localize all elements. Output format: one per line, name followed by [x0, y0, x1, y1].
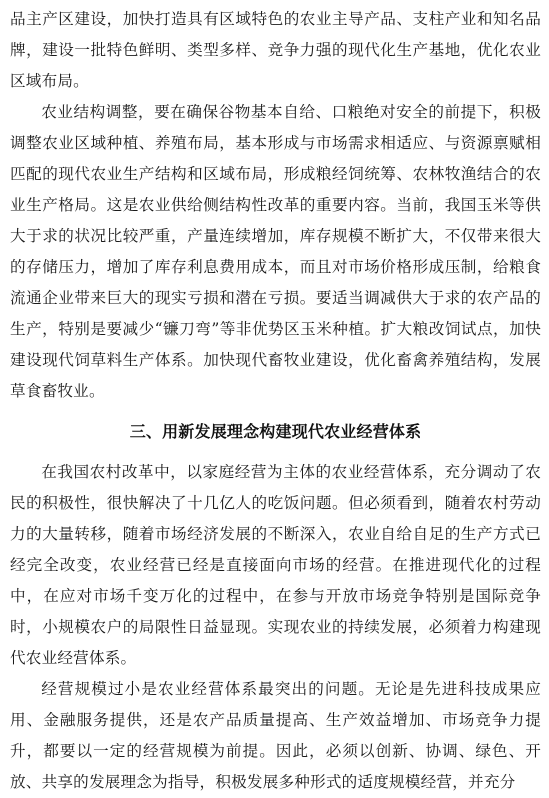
paragraph-continued: 品主产区建设，加快打造具有区域特色的农业主导产品、支柱产业和知名品牌，建设一批特色鲜明、类型多样、竞争力强的现代化生产基地，优化农业区域布局。 [10, 10, 541, 90]
paragraph-household-operation: 在我国农村改革中，以家庭经营为主体的农业经营体系，充分调动了农民的积极性，很快解决了十几亿人的吃饭问题。但必须看到，随着农村劳动力的大量转移，随着市场经济发展的不断深入，农业自给自足的生产方式已经完全改变，农业经营已经是直接面向市场的经营。在推进现代化的过程中，在应对市场千变万化的过程中，在参与开放市场竞争特别是国际竞争时，小规模农户的局限性日益显现。实现农业的持续发展，必须着力构建现代农业经营体系。 [10, 463, 541, 667]
paragraph-structure-adjustment: 农业结构调整，要在确保谷物基本自给、口粮绝对安全的前提下，积极调整农业区域种植、养殖布局，基本形成与市场需求相适应、与资源禀赋相匹配的现代农业生产结构和区域布局，形成粮经饲统筹、农林牧渔结合的农业生产格局。这是农业供给侧结构性改革的重要内容。当前，我国玉米等供大于求的状况比较严重，产量连续增加，库存规模不断扩大，不仅带来很大的存储压力，增加了库存利息费用成本，而且对市场价格形成压制，给粮食流通企业带来巨大的现实亏损和潜在亏损。要适当调减供大于求的农产品的生产，特别是要减少“镰刀弯”等非优势区玉米种植。扩大粮改饲试点，加快建设现代饲草料生产体系。加快现代畜牧业建设，优化畜禽养殖结构，发展草食畜牧业。 [10, 103, 541, 400]
paragraph-operation-scale: 经营规模过小是农业经营体系最突出的问题。无论是先进科技成果应用、金融服务提供，还是农产品质量提高、生产效益增加、市场竞争力提升，都要以一定的经营规模为前提。因此，必须以创新、协调、绿色、开放、共享的发展理念为指导，积极发展多种形式的适度规模经营，并充分 [10, 680, 541, 791]
section-heading: 三、用新发展理念构建现代农业经营体系 [129, 422, 422, 441]
